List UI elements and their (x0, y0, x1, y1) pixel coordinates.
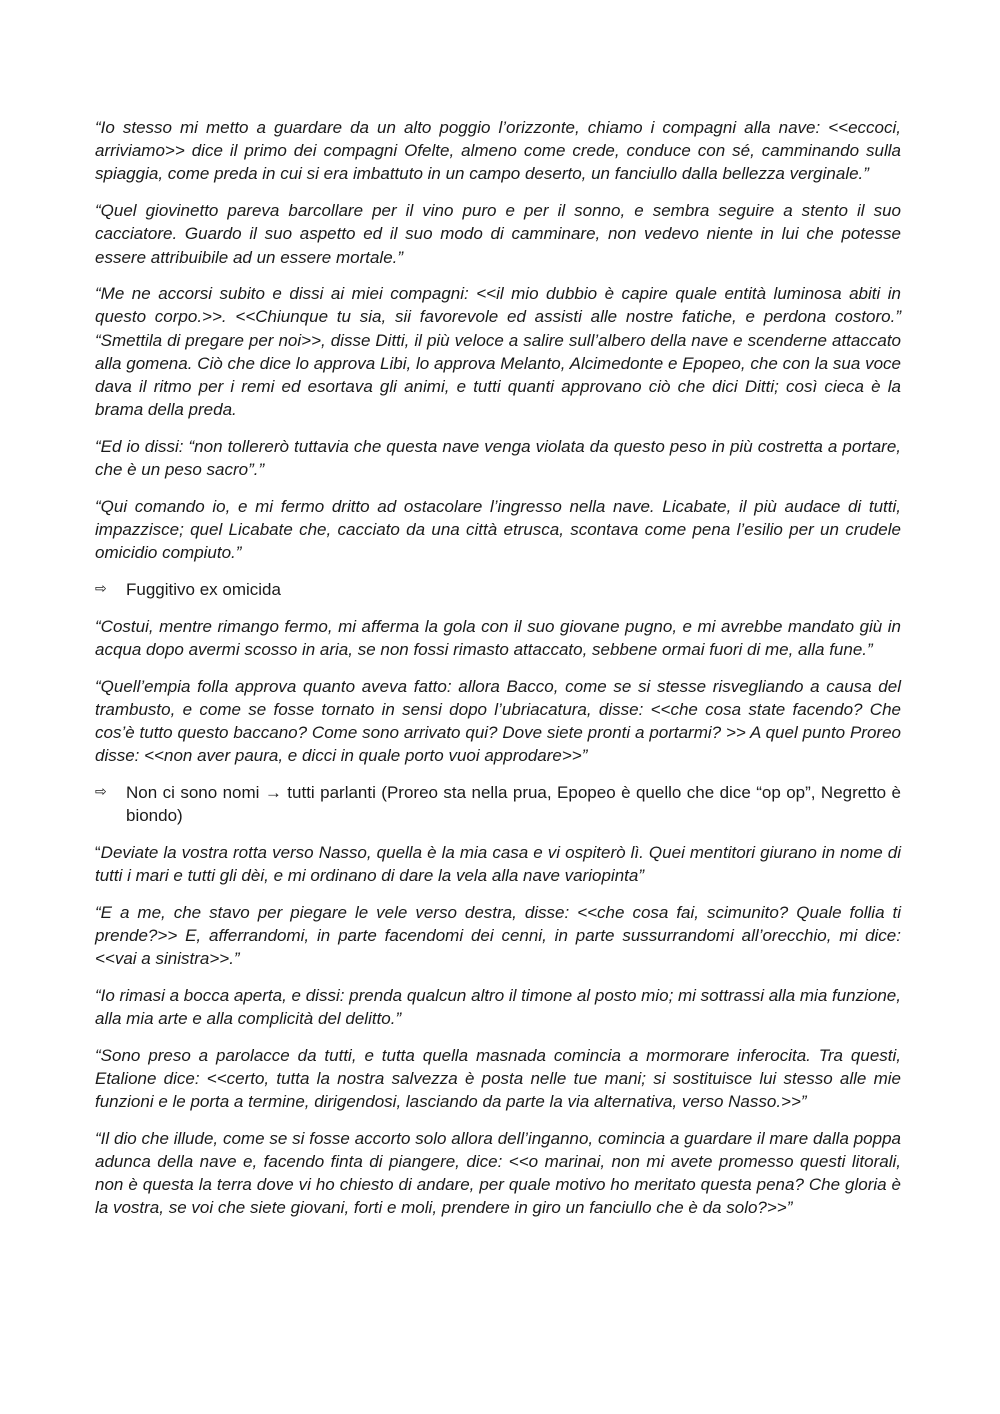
paragraph-11: “Sono preso a parolacce da tutti, e tutta quella masnada comincia a mormorare inferocita. Tra questi, Etalione dice: <<certo, tutta la nostra salvezza è posta nelle tue mani; si sostituisce lui stesso alle mie funzioni e le porta a termine, dirigendosi, lasciando da parte la via alternativa, verso Nasso.>>” (95, 1045, 901, 1112)
paragraph-2: “Quel giovinetto pareva barcollare per il vino puro e per il sonno, e sembra seguire a stento il suo cacciatore. Guardo il suo aspetto ed il suo modo di camminare, non vedevo niente in lui che potesse essere attribuibile ad un essere mortale.” (95, 201, 901, 267)
paragraph-10: “Io rimasi a bocca aperta, e dissi: prenda qualcun altro il timone al posto mio; mi sottrassi alla mia funzione, alla mia arte e alla complicità del delitto.” (95, 985, 901, 1028)
paragraph-3: “Me ne accorsi subito e dissi ai miei compagni: <<il mio dubbio è capire quale entità luminosa abiti in questo corpo.>>. <<Chiunque tu sia, sii favorevole ed assisti alle nostre fatiche, e perdona costoro.” “Smettila di pregare per noi>>, disse Ditti, il più veloce a salire sull’albero della nave e scenderne attaccato alla gomena. Ciò che dice lo approva Libi, lo approva Melanto, Alcimedonte e Epopeo, che con la sua voce dava il ritmo per i remi ed esortava gli animi, e tutti quanti approvano ciò che dici Ditti; così cieca è la brama della preda. (95, 284, 901, 420)
bullet-text-2: Non ci sono nomi → tutti parlanti (Proreo sta nella prua, Epopeo è quello che dice “op op”, Negretto è biondo) (126, 782, 901, 826)
bullet-text-1: Fuggitivo ex omicida (126, 579, 281, 599)
arrow-right-icon: ⇨ (95, 580, 107, 597)
paragraph-6: “Costui, mentre rimango fermo, mi afferma la gola con il suo giovane pugno, e mi avrebbe mandato giù in acqua dopo avermi scosso in aria, se non fossi rimasto attaccato, sebbene ormai fuori di me, alla fune.” (95, 616, 901, 659)
paragraph-8 (95, 841, 901, 887)
opening-quote: “ (95, 842, 101, 862)
paragraph-7: “Quell’empia folla approva quanto aveva fatto: allora Bacco, come se si stesse risvegliando a causa del trambusto, e come se fosse tornato in sensi dopo l’ubriacatura, disse: <<che cosa state facendo? Che cos’è tutto questo baccano? Come sono arrivato qui? Dove siete pronti a portarmi? >> A quel punto Proreo disse: <<non aver paura, e dicci in quale porto vuoi approdare>>” (95, 676, 901, 766)
document-page (95, 116, 901, 1233)
paragraph-8-text: Deviate la vostra rotta verso Nasso, quella è la mia casa e vi ospiterò lì. Quei mentitori giurano in nome di tutti i mari e tutti gli dèi, e mi ordinano di dare la vela alla nave variopinta” (95, 842, 901, 885)
paragraph-5: “Qui comando io, e mi fermo dritto ad ostacolare l’ingresso nella nave. Licabate, il più audace di tutti, impazzisce; quel Licabate che, cacciato da una città etrusca, scontava come pena l’esilio per un crudele omicidio compiuto.” (95, 496, 901, 563)
paragraph-12: “Il dio che illude, come se si fosse accorto solo allora dell’inganno, comincia a guardare il mare dalla poppa adunca della nave e, facendo finta di piangere, dice: <<o marinai, non mi avete promesso questi litorali, non è questa la terra dove vi ho chiesto di andare, per quale motivo ho meritato questa pena? Che gloria è la vostra, se voi che siete giovani, forti e moli, prendere in giro un fanciullo che è da solo?>>” (95, 1128, 901, 1218)
bullet-item-2 (95, 781, 901, 827)
paragraph-1: “Io stesso mi metto a guardare da un alto poggio l’orizzonte, chiamo i compagni alla nave: <<eccoci, arriviamo>> dice il primo dei compagni Ofelte, almeno come crede, conduce con sé, camminando sulla spiaggia, come preda in cui si era imbattuto in un campo deserto, un fanciullo dalla bellezza verginale.” (95, 118, 901, 184)
arrow-right-icon: ⇨ (95, 783, 107, 800)
paragraph-9: “E a me, che stavo per piegare le vele verso destra, disse: <<che cosa fai, scimunito? Quale follia ti prende?>> E, afferrandomi, in parte facendomi dei cenni, in parte sussurrandomi all’orecchio, mi dice: <<vai a sinistra>>.” (95, 902, 901, 969)
bullet-item-1 (95, 578, 901, 601)
paragraph-4: “Ed io dissi: “non tollererò tuttavia che questa nave venga violata da questo peso in più costretta a portare, che è un peso sacro”.” (95, 436, 901, 480)
